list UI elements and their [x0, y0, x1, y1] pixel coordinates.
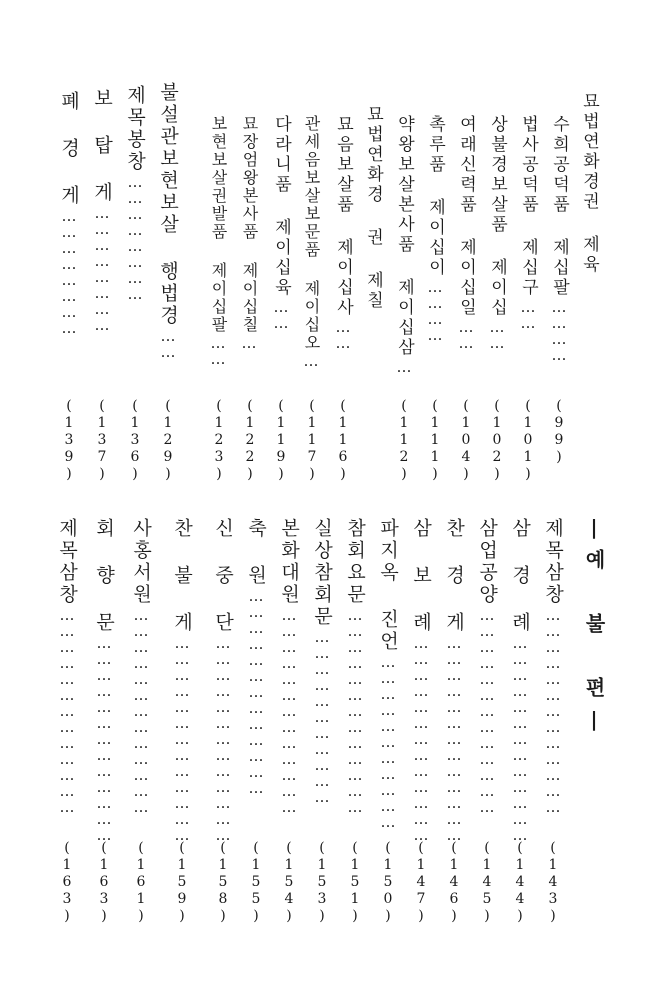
- toc-leader: …………………………………: [412, 634, 430, 842]
- toc-leader: ……: [209, 334, 227, 366]
- toc-leader: ……: [457, 318, 475, 350]
- toc-entry-title: 찬 불 게: [171, 518, 193, 634]
- toc-entry-title: 여래신력품 제이십일: [456, 115, 476, 318]
- toc-leader: …: [395, 358, 413, 374]
- toc-leader: …………: [550, 298, 568, 362]
- toc-entry-title: 폐 경 게: [58, 91, 80, 207]
- toc-entry-title: 회 향 문: [93, 518, 115, 634]
- toc-page-number: (158): [215, 840, 231, 925]
- toc-page-number: (159): [174, 840, 190, 925]
- toc-leader: …………………………………: [95, 634, 113, 842]
- toc-page-number: (161): [133, 840, 149, 925]
- toc-entry-title: 제목삼창: [56, 518, 78, 606]
- toc-leader: …………………………………: [132, 606, 150, 814]
- toc-page-number: (116): [335, 398, 351, 483]
- toc-entry: [411, 518, 430, 842]
- toc-entry: [477, 518, 496, 814]
- toc-page-number: (112): [396, 398, 412, 483]
- toc-page-number: (146): [446, 840, 462, 925]
- toc-page-number: (117): [304, 398, 320, 483]
- toc-entry-title: 제목봉창: [124, 85, 146, 173]
- toc-entry: [510, 518, 529, 842]
- toc-entry: [378, 518, 397, 829]
- toc-page-number: (136): [127, 398, 143, 483]
- toc-entry-title: 신 중 단: [212, 518, 234, 634]
- toc-entry: [395, 115, 412, 374]
- toc-leader: …………………………………: [346, 606, 364, 814]
- toc-entry-title: 상불경보살품 제이십: [487, 115, 507, 318]
- toc-leader: ……………………: [93, 204, 111, 332]
- toc-entry: [444, 518, 463, 842]
- toc-entry-title: 보 탑 게: [91, 88, 113, 204]
- toc-entry: [241, 115, 257, 350]
- toc-volume-heading: 묘법연화경권 제육: [579, 92, 599, 275]
- toc-entry-title: 삼 보 례: [410, 518, 432, 634]
- toc-entry: [312, 518, 331, 804]
- toc-leader: …………………………………: [173, 634, 191, 842]
- toc-page-number: (129): [160, 398, 176, 483]
- toc-entry-title: 찬 경 게: [443, 518, 465, 634]
- toc-leader: ……………………………: [379, 653, 397, 829]
- toc-entry-title: 실상참회문: [311, 518, 333, 628]
- toc-entry: [303, 115, 319, 368]
- toc-leader: ……………………: [60, 207, 78, 335]
- toc-entry: [158, 82, 177, 359]
- toc-entry-title: 제목삼창: [542, 518, 564, 606]
- toc-page-number: (150): [380, 840, 396, 925]
- toc-entry: [131, 518, 150, 814]
- toc-page-number: (137): [94, 398, 110, 483]
- toc-page-number: (153): [314, 840, 330, 925]
- toc-entry-title: 참회요문: [344, 518, 366, 606]
- toc-page-number: (111): [427, 398, 443, 483]
- toc-entry-title: 다라니품 제이십육: [271, 115, 291, 298]
- toc-entry-title: 본화대원: [278, 518, 300, 606]
- toc-entry: [57, 518, 76, 814]
- toc-entry: [334, 115, 351, 350]
- toc-page-number: (145): [479, 840, 495, 925]
- toc-page-number: (99): [551, 398, 567, 466]
- toc-entry-title: 파지옥 진언: [377, 518, 399, 653]
- toc-leader: …………………………………: [247, 587, 265, 795]
- toc-page-number: (143): [545, 840, 561, 925]
- toc-leader: …………………………………: [544, 606, 562, 814]
- toc-page-number: (163): [96, 840, 112, 925]
- toc-entry-title: 법사공덕품 제십구: [518, 115, 538, 298]
- toc-page-number: (102): [489, 398, 505, 483]
- toc-entry: [246, 518, 265, 795]
- toc-page-number: (155): [248, 840, 264, 925]
- toc-entry: [125, 85, 144, 301]
- toc-leader: …………………………………: [478, 606, 496, 814]
- toc-leader: ……: [488, 318, 506, 350]
- toc-entry: [550, 115, 567, 362]
- toc-entry-title: 삼 경 례: [509, 518, 531, 634]
- toc-entry-title: 촉루품 제이십이: [425, 115, 445, 278]
- toc-entry: [59, 91, 78, 335]
- toc-entry: [519, 115, 536, 330]
- toc-page-number: (147): [413, 840, 429, 925]
- toc-leader: ……………………………: [313, 628, 331, 804]
- toc-page-number: (151): [347, 840, 363, 925]
- toc-entry-title: 삼업공양: [476, 518, 498, 606]
- toc-page-number: (123): [211, 398, 227, 483]
- toc-page-number: (119): [273, 398, 289, 483]
- toc-entry-title: 약왕보살본사품 제이십삼: [394, 115, 414, 358]
- section-title: |예 불 편|: [582, 515, 606, 741]
- toc-leader: ……………………: [126, 173, 144, 301]
- toc-entry-title: 사홍서원: [130, 518, 152, 606]
- toc-entry: [345, 518, 364, 814]
- toc-leader: ……: [159, 327, 177, 359]
- toc-entry: [272, 115, 289, 330]
- toc-entry: [210, 115, 226, 366]
- toc-entry: [279, 518, 298, 814]
- toc-page-number: (122): [242, 398, 258, 483]
- toc-leader: …………………………………: [280, 606, 298, 814]
- toc-leader: ……: [334, 318, 352, 350]
- toc-entry: [92, 88, 111, 332]
- toc-leader: …………: [426, 278, 444, 342]
- toc-page-number: (104): [458, 398, 474, 483]
- toc-entry-title: 묘음보살품 제이십사: [333, 115, 353, 318]
- toc-entry: [213, 518, 232, 842]
- toc-entry-title: 축 원: [245, 518, 267, 587]
- toc-leader: …………………………………: [214, 634, 232, 842]
- toc-entry-title: 관세음보살보문품 제이십오: [302, 115, 321, 352]
- toc-entry: [426, 115, 443, 342]
- toc-entry-title: 보현보살권발품 제이십팔: [209, 115, 228, 334]
- toc-volume-heading: 묘법연화경 권 제칠: [363, 105, 383, 311]
- toc-leader: ……: [272, 298, 290, 330]
- toc-page-number: (163): [59, 840, 75, 925]
- toc-entry: [94, 518, 113, 842]
- toc-leader: …………………………………: [445, 634, 463, 842]
- toc-entry: [457, 115, 474, 350]
- toc-leader: …………………………………: [511, 634, 529, 842]
- toc-entry: [172, 518, 191, 842]
- toc-leader: …: [240, 334, 258, 350]
- toc-entry-title: 불설관보현보살 행법경: [157, 82, 179, 327]
- toc-page-number: (154): [281, 840, 297, 925]
- toc-entry-title: 묘장엄왕본사품 제이십칠: [240, 115, 259, 334]
- toc-page-number: (101): [520, 398, 536, 483]
- toc-leader: ……: [519, 298, 537, 330]
- toc-entry: [543, 518, 562, 814]
- toc-entry-title: 수희공덕품 제십팔: [549, 115, 569, 298]
- toc-entry: [488, 115, 505, 350]
- toc-page-number: (139): [61, 398, 77, 483]
- toc-leader: …………………………………: [58, 606, 76, 814]
- toc-page-number: (144): [512, 840, 528, 925]
- toc-leader: …: [302, 352, 320, 368]
